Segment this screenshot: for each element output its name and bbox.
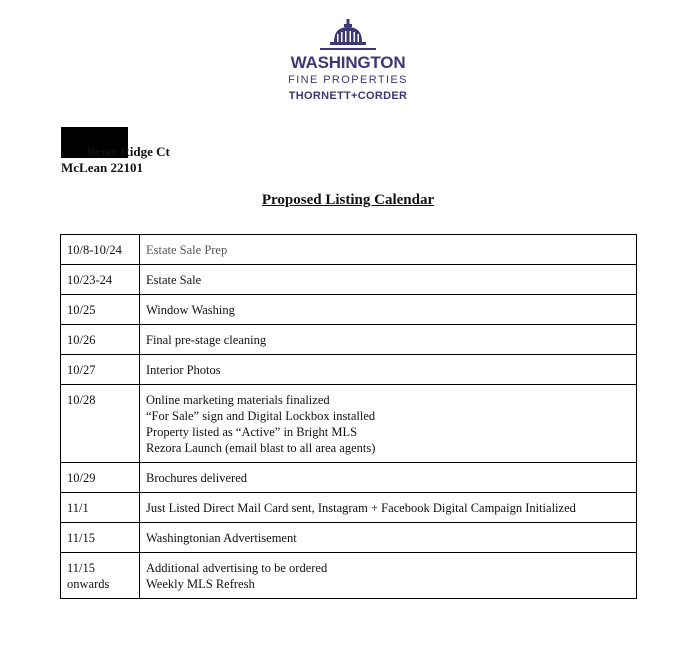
date-text: onwards [67,577,110,591]
date-text: 10/27 [67,363,96,377]
task-cell [140,235,637,265]
task-text: Window Washing [146,303,235,317]
listing-calendar-table [60,234,637,599]
logo-wordmark: WASHINGTON [290,53,406,72]
task-text: Property listed as “Active” in Bright MLS [146,425,358,439]
date-cell [61,355,140,385]
table-row [61,463,637,493]
date-cell [61,325,140,355]
date-cell [61,493,140,523]
date-text: 10/25 [67,303,96,317]
logo-brokerage: THORNETT+CORDER [288,90,408,102]
page-title: Proposed Listing Calendar [261,192,435,208]
task-text: Rezora Launch (email blast to all area agents) [146,441,376,455]
task-text: Estate Sale [146,273,202,287]
date-text: 11/1 [67,501,89,515]
logo-subtitle: FINE PROPERTIES [288,74,408,86]
date-cell [61,385,140,463]
task-text: Final pre-stage cleaning [146,333,267,347]
task-text: Brochures delivered [146,471,248,485]
table-row [61,385,637,463]
table-row [61,553,637,599]
task-cell [140,385,637,463]
address-city-zip: McLean 22101 [61,160,143,175]
date-text: 11/15 [67,531,96,545]
table-row [61,265,637,295]
table-row [61,523,637,553]
table-row [61,493,637,523]
task-cell [140,295,637,325]
task-cell [140,553,637,599]
task-cell [140,463,637,493]
task-text: “For Sale” sign and Digital Lockbox installed [146,409,376,423]
task-text: Weekly MLS Refresh [146,577,255,591]
task-text: Interior Photos [146,363,221,377]
task-cell [140,493,637,523]
table-row [61,235,637,265]
task-cell [140,355,637,385]
date-cell [61,523,140,553]
task-text: Additional advertising to be ordered [146,561,328,575]
company-logo [270,18,426,108]
task-text: Estate Sale Prep [146,243,228,257]
task-cell [140,523,637,553]
task-text: Just Listed Direct Mail Card sent, Instagram + Facebook Digital Campaign Initialized [146,501,576,515]
task-cell [140,265,637,295]
date-cell [61,553,140,599]
task-text: Washingtonian Advertisement [146,531,297,545]
date-text: 10/26 [67,333,96,347]
date-text: 10/29 [67,471,96,485]
date-text: 10/8-10/24 [67,243,122,257]
task-cell [140,325,637,355]
date-text: 10/23-24 [67,273,113,287]
date-cell [61,463,140,493]
date-cell [61,265,140,295]
capitol-dome-icon [318,18,378,54]
date-text: 11/15 [67,561,96,575]
table-row [61,295,637,325]
date-cell [61,235,140,265]
table-row [61,355,637,385]
date-cell [61,295,140,325]
task-text: Online marketing materials finalized [146,393,330,407]
table-row [61,325,637,355]
address-street: Briar Ridge Ct [87,144,170,159]
date-text: 10/28 [67,393,96,407]
